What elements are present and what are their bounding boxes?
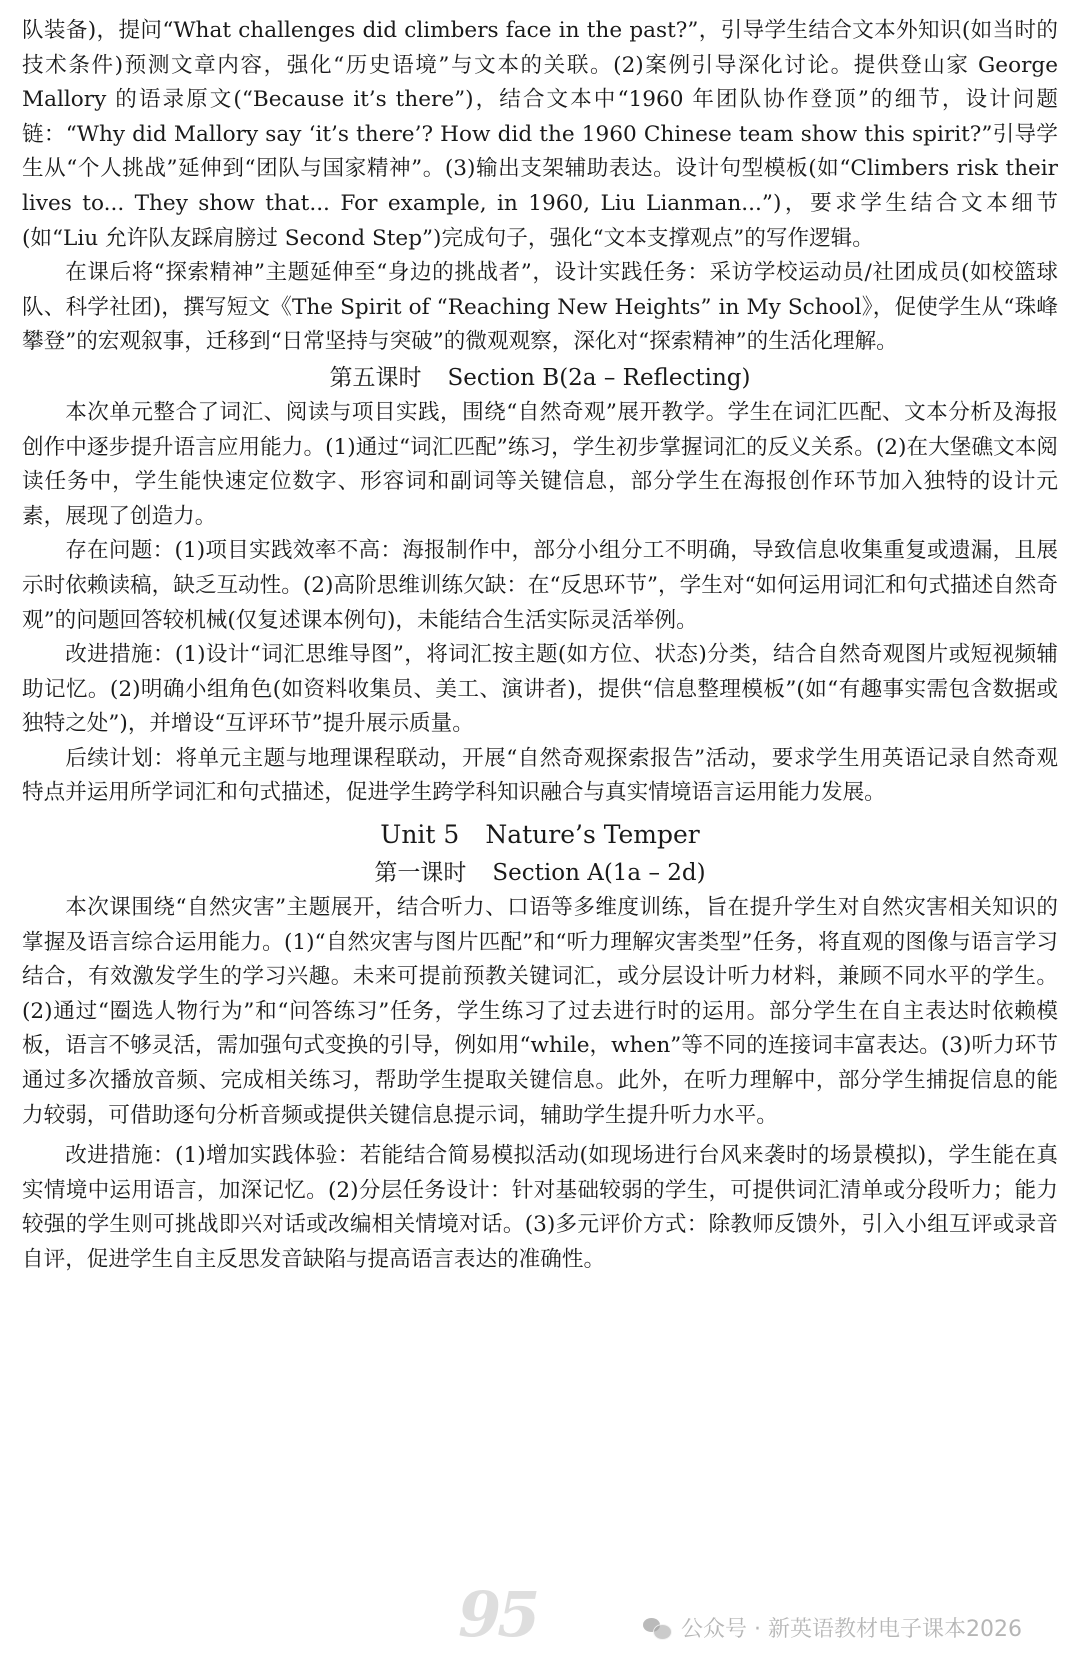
page-body bbox=[22, 14, 1058, 1278]
unit5-label: Unit 5 bbox=[380, 820, 460, 850]
wechat-icon bbox=[643, 1616, 671, 1640]
paragraph-lesson5-1: 本次单元整合了词汇、阅读与项目实践，围绕“自然奇观”展开教学。学生在词汇匹配、文本分析及海报创作中逐步提升语言应用能力。(1)通过“词汇匹配”练习，学生初步掌握词汇的反义关系。(2)在大堡礁文本阅读任务中，学生能快速定位数字、形容词和副词等关键信息，部分学生在海报创作环节加入独特的设计元素，展现了创造力。 bbox=[22, 399, 1058, 529]
paragraph-unit5-measures: 改进措施：(1)增加实践体验：若能结合简易模拟活动(如现场进行台风来袭时的场景模拟)，学生能在真实情境中运用语言，加深记忆。(2)分层任务设计：针对基础较弱的学生，可提供词汇清单或分段听力；能力较强的学生则可挑战即兴对话或改编相关情境对话。(3)多元评价方式：除教师反馈外，引入小组互评或录音自评，促进学生自主反思发音缺陷与提高语言表达的准确性。 bbox=[22, 1143, 1058, 1272]
watermark-text: 公众号 · 新英语教材电子课本2026 bbox=[681, 1617, 1022, 1642]
unit5-title: Nature’s Temper bbox=[485, 820, 700, 850]
paragraph-top-1: 队装备)，提问“What challenges did climbers face in the past?”，引导学生结合文本外知识(如当时的技术条件)预测文章内容，强化“历史语境”与文本的关联。(2)案例引导深化讨论。提供登山家 George Mallory 的语录原文(“Because it’s there”)，结合文本中“1960 年团队协作登顶”的细节，设计问题链：“Why did Mallory say ‘it’s there’? How did the 1960 Chinese team show this spirit?”引导学生从“个人挑战”延伸到“团队与国家精神”。(3)输出支架辅助表达。设计句型模板(如“Climbers risk their lives to... They show that... For example, in 1960, Liu Lianman...”)，要求学生结合文本细节(如“Liu 允许队友踩肩膀过 Second Step”)完成句子，强化“文本支撑观点”的写作逻辑。 bbox=[22, 18, 1058, 251]
page-number: 95 bbox=[458, 1578, 537, 1651]
paragraph-lesson5-plan: 后续计划：将单元主题与地理课程联动，开展“自然奇观探索报告”活动，要求学生用英语记录自然奇观特点并运用所学词汇和句式描述，促进学生跨学科知识融合与真实情境语言运用能力发展。 bbox=[22, 745, 1058, 806]
unit5-lesson1-heading bbox=[22, 855, 1058, 891]
unit5-heading bbox=[22, 815, 1058, 855]
lesson5-heading bbox=[22, 360, 1058, 396]
watermark bbox=[643, 1612, 1022, 1643]
paragraph-lesson5-measures: 改进措施：(1)设计“词汇思维导图”，将词汇按主题(如方位、状态)分类，结合自然奇观图片或短视频辅助记忆。(2)明确小组角色(如资料收集员、美工、演讲者)，提供“信息整理模板”(如“有趣事实需包含数据或独特之处”)，并增设“互评环节”提升展示质量。 bbox=[22, 642, 1058, 737]
lesson5-section: Section B(2a – Reflecting) bbox=[447, 364, 751, 391]
paragraph-unit5-1: 本次课围绕“自然灾害”主题展开，结合听力、口语等多维度训练，旨在提升学生对自然灾害相关知识的掌握及语言综合运用能力。(1)“自然灾害与图片匹配”和“听力理解灾害类型”任务，将直观的图像与语言学习结合，有效激发学生的学习兴趣。未来可提前预教关键词汇，或分层设计听力材料，兼顾不同水平的学生。(2)通过“圈选人物行为”和“问答练习”任务，学生练习了过去进行时的运用。部分学生在自主表达时依赖模板，语言不够灵活，需加强句式变换的引导，例如用“while，when”等不同的连接词丰富表达。(3)听力环节通过多次播放音频、完成相关练习，帮助学生提取关键信息。此外，在听力理解中，部分学生捕捉信息的能力较弱，可借助逐句分析音频或提供关键信息提示词，辅助学生提升听力水平。 bbox=[22, 895, 1058, 1128]
lesson5-label: 第五课时 bbox=[329, 364, 422, 391]
unit5-lesson1-section: Section A(1a – 2d) bbox=[492, 860, 706, 887]
unit5-lesson1-label: 第一课时 bbox=[374, 860, 467, 887]
paragraph-lesson5-problems: 存在问题：(1)项目实践效率不高：海报制作中，部分小组分工不明确，导致信息收集重复或遗漏，且展示时依赖读稿，缺乏互动性。(2)高阶思维训练欠缺：在“反思环节”，学生对“如何运用词汇和句式描述自然奇观”的问题回答较机械(仅复述课本例句)，未能结合生活实际灵活举例。 bbox=[22, 538, 1058, 633]
paragraph-top-2: 在课后将“探索精神”主题延伸至“身边的挑战者”，设计实践任务：采访学校运动员/社团成员(如校篮球队、科学社团)，撰写短文《The Spirit of “Reaching New Heights” in My School》，促使学生从“珠峰攀登”的宏观叙事，迁移到“日常坚持与突破”的微观观察，深化对“探索精神”的生活化理解。 bbox=[22, 260, 1058, 355]
